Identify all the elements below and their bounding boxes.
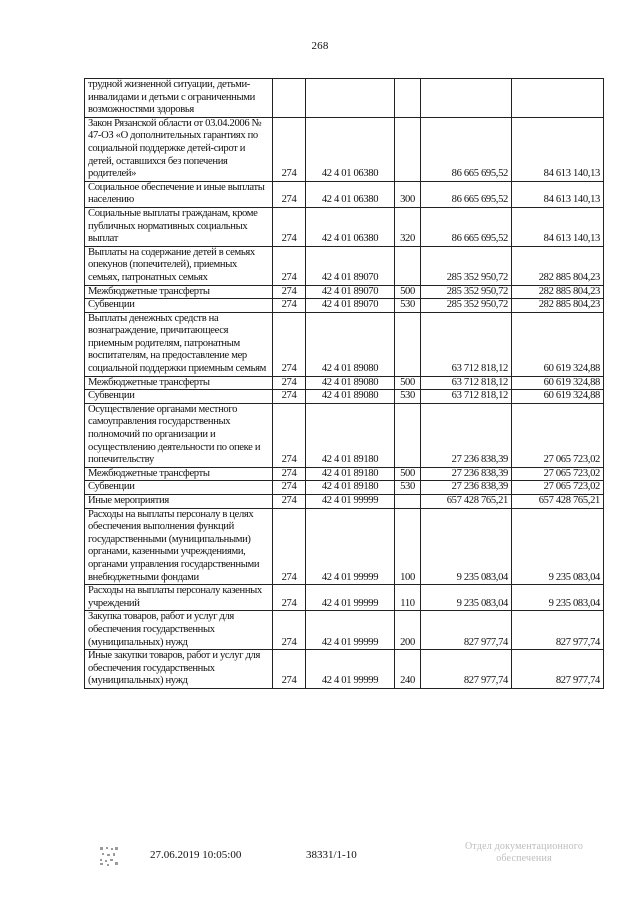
cell-name: Иные закупки товаров, работ и услуг для обеспечения государственных (муниципальных) нужд xyxy=(85,650,273,689)
cell-name: Субвенции xyxy=(85,390,273,404)
table-row xyxy=(85,467,604,481)
cell-name: Межбюджетные трансферты xyxy=(85,467,273,481)
cell-csr: 42 4 01 99999 xyxy=(306,611,395,650)
table-row xyxy=(85,403,604,467)
cell-csr: 42 4 01 06380 xyxy=(306,207,395,246)
cell-name: Межбюджетные трансферты xyxy=(85,376,273,390)
cell-sum-2 xyxy=(512,79,604,118)
cell-sum-1: 86 665 695,52 xyxy=(421,181,512,207)
table-row xyxy=(85,299,604,313)
cell-sum-1: 827 977,74 xyxy=(421,650,512,689)
cell-ved: 274 xyxy=(273,481,306,495)
cell-sum-1 xyxy=(421,79,512,118)
cell-sum-1: 63 712 818,12 xyxy=(421,376,512,390)
cell-sum-2: 9 235 083,04 xyxy=(512,585,604,611)
cell-name: Субвенции xyxy=(85,481,273,495)
table-row xyxy=(85,611,604,650)
table-row xyxy=(85,117,604,181)
cell-ved: 274 xyxy=(273,495,306,509)
cell-sum-2: 60 619 324,88 xyxy=(512,312,604,376)
cell-sum-2: 27 065 723,02 xyxy=(512,467,604,481)
cell-sum-1: 657 428 765,21 xyxy=(421,495,512,509)
cell-ved: 274 xyxy=(273,508,306,585)
cell-vr xyxy=(395,495,421,509)
cell-sum-1: 285 352 950,72 xyxy=(421,299,512,313)
cell-sum-1: 285 352 950,72 xyxy=(421,246,512,285)
table-row xyxy=(85,585,604,611)
cell-sum-2: 27 065 723,02 xyxy=(512,481,604,495)
cell-vr: 240 xyxy=(395,650,421,689)
cell-sum-2: 84 613 140,13 xyxy=(512,181,604,207)
cell-sum-2: 60 619 324,88 xyxy=(512,390,604,404)
cell-sum-1: 63 712 818,12 xyxy=(421,390,512,404)
cell-csr: 42 4 01 06380 xyxy=(306,181,395,207)
table-row xyxy=(85,207,604,246)
cell-ved: 274 xyxy=(273,585,306,611)
table-row xyxy=(85,246,604,285)
footer-document-code: 38331/1-10 xyxy=(306,849,357,861)
cell-sum-2: 282 885 804,23 xyxy=(512,285,604,299)
cell-sum-1: 63 712 818,12 xyxy=(421,312,512,376)
table-row xyxy=(85,495,604,509)
cell-csr xyxy=(306,79,395,118)
cell-vr: 530 xyxy=(395,390,421,404)
cell-vr xyxy=(395,79,421,118)
cell-sum-2: 9 235 083,04 xyxy=(512,508,604,585)
cell-vr: 200 xyxy=(395,611,421,650)
cell-csr: 42 4 01 89070 xyxy=(306,246,395,285)
cell-name: трудной жизненной ситуации, детьми-инвалидами и детьми с ограниченными возможностями здоровья xyxy=(85,79,273,118)
cell-csr: 42 4 01 06380 xyxy=(306,117,395,181)
cell-name: Иные мероприятия xyxy=(85,495,273,509)
cell-sum-1: 9 235 083,04 xyxy=(421,585,512,611)
cell-sum-2: 84 613 140,13 xyxy=(512,207,604,246)
cell-name: Расходы на выплаты персоналу казенных учреждений xyxy=(85,585,273,611)
footer-stamp-line-2: обеспечения xyxy=(496,853,552,864)
cell-sum-1: 86 665 695,52 xyxy=(421,207,512,246)
cell-ved: 274 xyxy=(273,246,306,285)
cell-ved xyxy=(273,79,306,118)
cell-csr: 42 4 01 89080 xyxy=(306,312,395,376)
page-number: 268 xyxy=(311,40,329,52)
cell-vr: 530 xyxy=(395,299,421,313)
cell-name: Межбюджетные трансферты xyxy=(85,285,273,299)
cell-sum-1: 27 236 838,39 xyxy=(421,403,512,467)
cell-ved: 274 xyxy=(273,312,306,376)
cell-csr: 42 4 01 89070 xyxy=(306,285,395,299)
table-row xyxy=(85,390,604,404)
cell-vr: 530 xyxy=(395,481,421,495)
cell-ved: 274 xyxy=(273,376,306,390)
cell-ved: 274 xyxy=(273,403,306,467)
cell-ved: 274 xyxy=(273,611,306,650)
cell-name: Выплаты на содержание детей в семьях опекунов (попечителей), приемных семьях, патронатных семьях xyxy=(85,246,273,285)
footer-stamp-line-1: Отдел документационного xyxy=(464,841,584,852)
table-row xyxy=(85,650,604,689)
cell-sum-1: 285 352 950,72 xyxy=(421,285,512,299)
cell-vr: 100 xyxy=(395,508,421,585)
cell-vr xyxy=(395,403,421,467)
budget-table xyxy=(84,78,604,689)
cell-vr xyxy=(395,312,421,376)
cell-name: Социальное обеспечение и иные выплаты населению xyxy=(85,181,273,207)
cell-csr: 42 4 01 99999 xyxy=(306,650,395,689)
cell-name: Субвенции xyxy=(85,299,273,313)
cell-csr: 42 4 01 89180 xyxy=(306,481,395,495)
cell-vr: 500 xyxy=(395,467,421,481)
footer-date: 27.06.2019 10:05:00 xyxy=(150,849,242,861)
cell-sum-1: 27 236 838,39 xyxy=(421,467,512,481)
cell-ved: 274 xyxy=(273,299,306,313)
cell-csr: 42 4 01 99999 xyxy=(306,585,395,611)
table-row xyxy=(85,376,604,390)
cell-sum-1: 27 236 838,39 xyxy=(421,481,512,495)
cell-name: Закупка товаров, работ и услуг для обеспечения государственных (муниципальных) нужд xyxy=(85,611,273,650)
cell-csr: 42 4 01 89180 xyxy=(306,403,395,467)
table-row xyxy=(85,285,604,299)
cell-csr: 42 4 01 89080 xyxy=(306,376,395,390)
cell-sum-2: 60 619 324,88 xyxy=(512,376,604,390)
cell-sum-2: 657 428 765,21 xyxy=(512,495,604,509)
cell-ved: 274 xyxy=(273,207,306,246)
table-row xyxy=(85,508,604,585)
cell-vr xyxy=(395,117,421,181)
cell-name: Расходы на выплаты персоналу в целях обеспечения выполнения функций государственными (муниципальными) органами, казенными учреждениями, органами управления государственными внебюджетными фондами xyxy=(85,508,273,585)
cell-csr: 42 4 01 89180 xyxy=(306,467,395,481)
cell-name: Выплаты денежных средств на вознаграждение, причитающееся приемным родителям, патронатным воспитателям, на предоставление мер социальной поддержки приемным семьям xyxy=(85,312,273,376)
cell-sum-2: 282 885 804,23 xyxy=(512,246,604,285)
cell-sum-1: 827 977,74 xyxy=(421,611,512,650)
table-row xyxy=(85,181,604,207)
cell-sum-2: 827 977,74 xyxy=(512,611,604,650)
qr-code-icon xyxy=(98,845,120,867)
table-row xyxy=(85,481,604,495)
cell-csr: 42 4 01 89070 xyxy=(306,299,395,313)
cell-vr: 110 xyxy=(395,585,421,611)
cell-sum-1: 9 235 083,04 xyxy=(421,508,512,585)
cell-vr: 320 xyxy=(395,207,421,246)
table-row xyxy=(85,312,604,376)
cell-csr: 42 4 01 89080 xyxy=(306,390,395,404)
cell-sum-2: 27 065 723,02 xyxy=(512,403,604,467)
cell-sum-1: 86 665 695,52 xyxy=(421,117,512,181)
cell-name: Закон Рязанской области от 03.04.2006 № 47-ОЗ «О дополнительных гарантиях по социальной поддержке детей-сирот и детей, оставшихся без попечения родителей» xyxy=(85,117,273,181)
cell-vr: 500 xyxy=(395,285,421,299)
cell-ved: 274 xyxy=(273,390,306,404)
cell-ved: 274 xyxy=(273,181,306,207)
cell-ved: 274 xyxy=(273,117,306,181)
cell-vr xyxy=(395,246,421,285)
cell-csr: 42 4 01 99999 xyxy=(306,495,395,509)
cell-ved: 274 xyxy=(273,285,306,299)
cell-ved: 274 xyxy=(273,467,306,481)
cell-vr: 500 xyxy=(395,376,421,390)
cell-vr: 300 xyxy=(395,181,421,207)
cell-ved: 274 xyxy=(273,650,306,689)
cell-sum-2: 282 885 804,23 xyxy=(512,299,604,313)
footer-stamp xyxy=(444,841,604,865)
cell-sum-2: 84 613 140,13 xyxy=(512,117,604,181)
cell-sum-2: 827 977,74 xyxy=(512,650,604,689)
cell-csr: 42 4 01 99999 xyxy=(306,508,395,585)
cell-name: Осуществление органами местного самоуправления государственных полномочий по организации и осуществлению деятельности по опеке и попечительству xyxy=(85,403,273,467)
cell-name: Социальные выплаты гражданам, кроме публичных нормативных социальных выплат xyxy=(85,207,273,246)
table-row xyxy=(85,79,604,118)
table-body xyxy=(85,79,604,689)
